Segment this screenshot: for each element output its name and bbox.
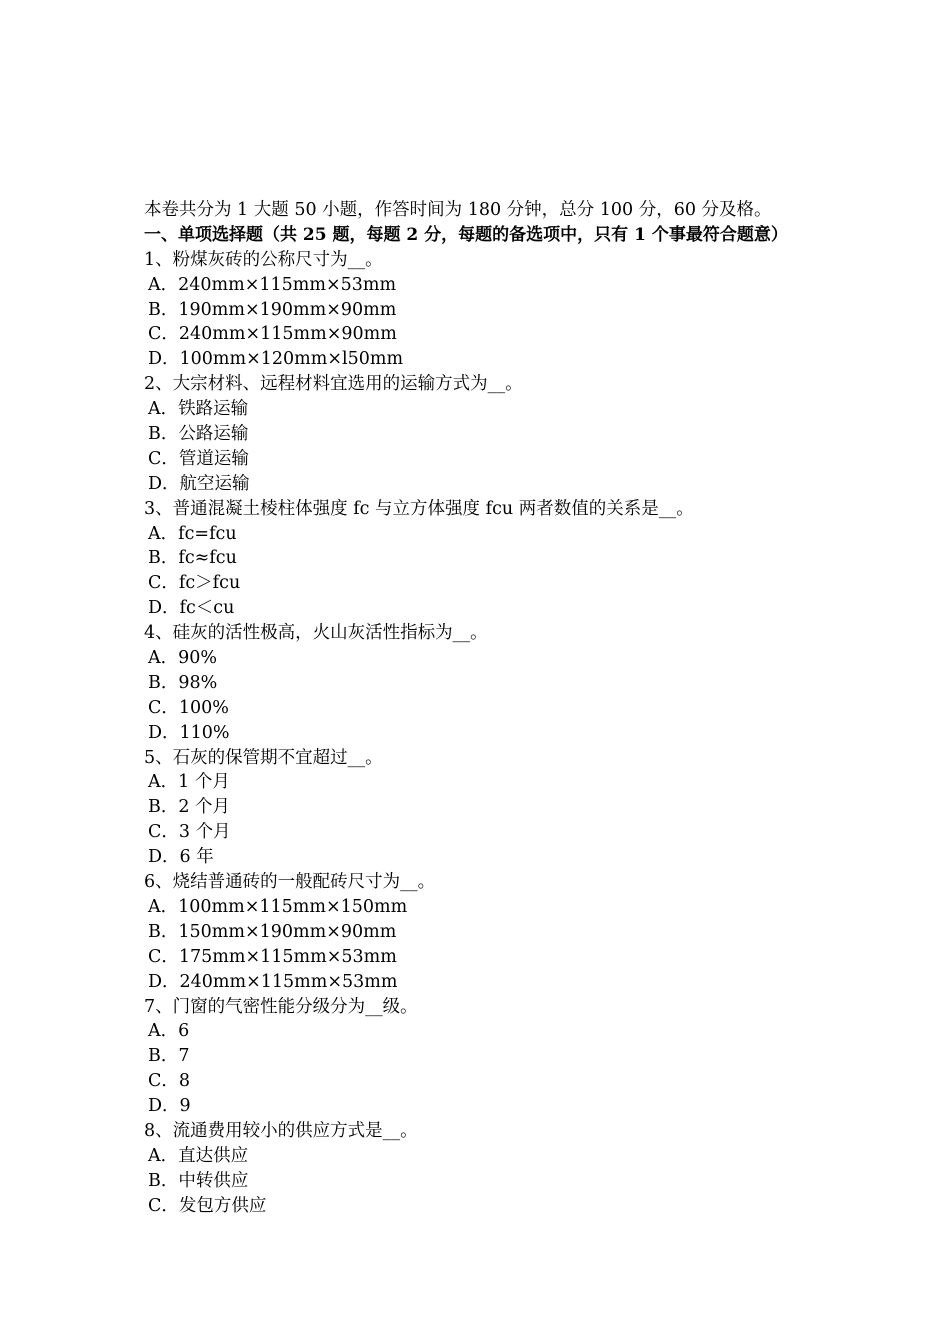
question-6-option-a: A．100mm×115mm×150mm — [148, 896, 408, 917]
question-5-option-b: B．2 个月 — [148, 797, 231, 818]
question-4-option-b: B．98% — [148, 672, 218, 693]
question-6-option-b: B．150mm×190mm×90mm — [148, 921, 397, 942]
question-6-option-c: C．175mm×115mm×53mm — [148, 946, 397, 967]
question-3-option-b: B．fc≈fcu — [148, 548, 237, 569]
question-8: 8、流通费用较小的供应方式是__。 — [144, 1120, 418, 1141]
question-3-option-a: A．fc=fcu — [148, 523, 237, 544]
question-1-option-a: A．240mm×115mm×53mm — [148, 274, 397, 295]
question-5-option-c: C．3 个月 — [148, 822, 231, 843]
question-2-option-b: B．公路运输 — [148, 424, 249, 445]
question-1-option-d: D．100mm×120mm×l50mm — [148, 349, 404, 370]
question-7-option-d: D．9 — [148, 1096, 191, 1117]
question-7-option-a: A．6 — [148, 1021, 190, 1042]
question-8-option-c: C．发包方供应 — [148, 1195, 267, 1216]
question-2-option-c: C．管道运输 — [148, 448, 249, 469]
question-7-option-c: C．8 — [148, 1071, 191, 1092]
question-3-option-d: D．fc＜cu — [148, 598, 235, 619]
question-8-option-b: B．中转供应 — [148, 1170, 249, 1191]
question-6-option-d: D．240mm×115mm×53mm — [148, 971, 398, 992]
question-2-option-d: D．航空运输 — [148, 473, 250, 494]
question-4-option-c: C．100% — [148, 697, 229, 718]
exam-intro: 本卷共分为 1 大题 50 小题，作答时间为 180 分钟，总分 100 分，60 分及格。 — [144, 200, 772, 220]
question-7: 7、门窗的气密性能分级分为__级。 — [144, 996, 418, 1017]
question-2-option-a: A．铁路运输 — [148, 399, 249, 420]
section-title: 一、单项选择题（共 25 题，每题 2 分，每题的备选项中，只有 1 个事最符合题意） — [144, 224, 788, 245]
question-4-option-d: D．110% — [148, 722, 230, 743]
question-3-option-c: C．fc＞fcu — [148, 573, 241, 594]
question-7-option-b: B．7 — [148, 1046, 190, 1067]
document-body — [144, 198, 824, 1219]
question-4-option-a: A．90% — [148, 648, 218, 669]
question-1-option-b: B．190mm×190mm×90mm — [148, 299, 397, 320]
question-4: 4、硅灰的活性极高，火山灰活性指标为__。 — [144, 623, 488, 644]
question-1: 1、粉煤灰砖的公称尺寸为__。 — [144, 249, 383, 270]
question-6: 6、烧结普通砖的一般配砖尺寸为__。 — [144, 872, 436, 893]
question-5-option-d: D．6 年 — [148, 847, 214, 868]
question-1-option-c: C．240mm×115mm×90mm — [148, 324, 397, 345]
question-2: 2、大宗材料、远程材料宜选用的运输方式为__。 — [144, 374, 523, 395]
question-8-option-a: A．直达供应 — [148, 1145, 249, 1166]
question-5-option-a: A．1 个月 — [148, 772, 230, 793]
question-5: 5、石灰的保管期不宜超过__。 — [144, 747, 383, 768]
question-3: 3、普通混凝土棱柱体强度 fc 与立方体强度 fcu 两者数值的关系是__。 — [144, 498, 694, 519]
